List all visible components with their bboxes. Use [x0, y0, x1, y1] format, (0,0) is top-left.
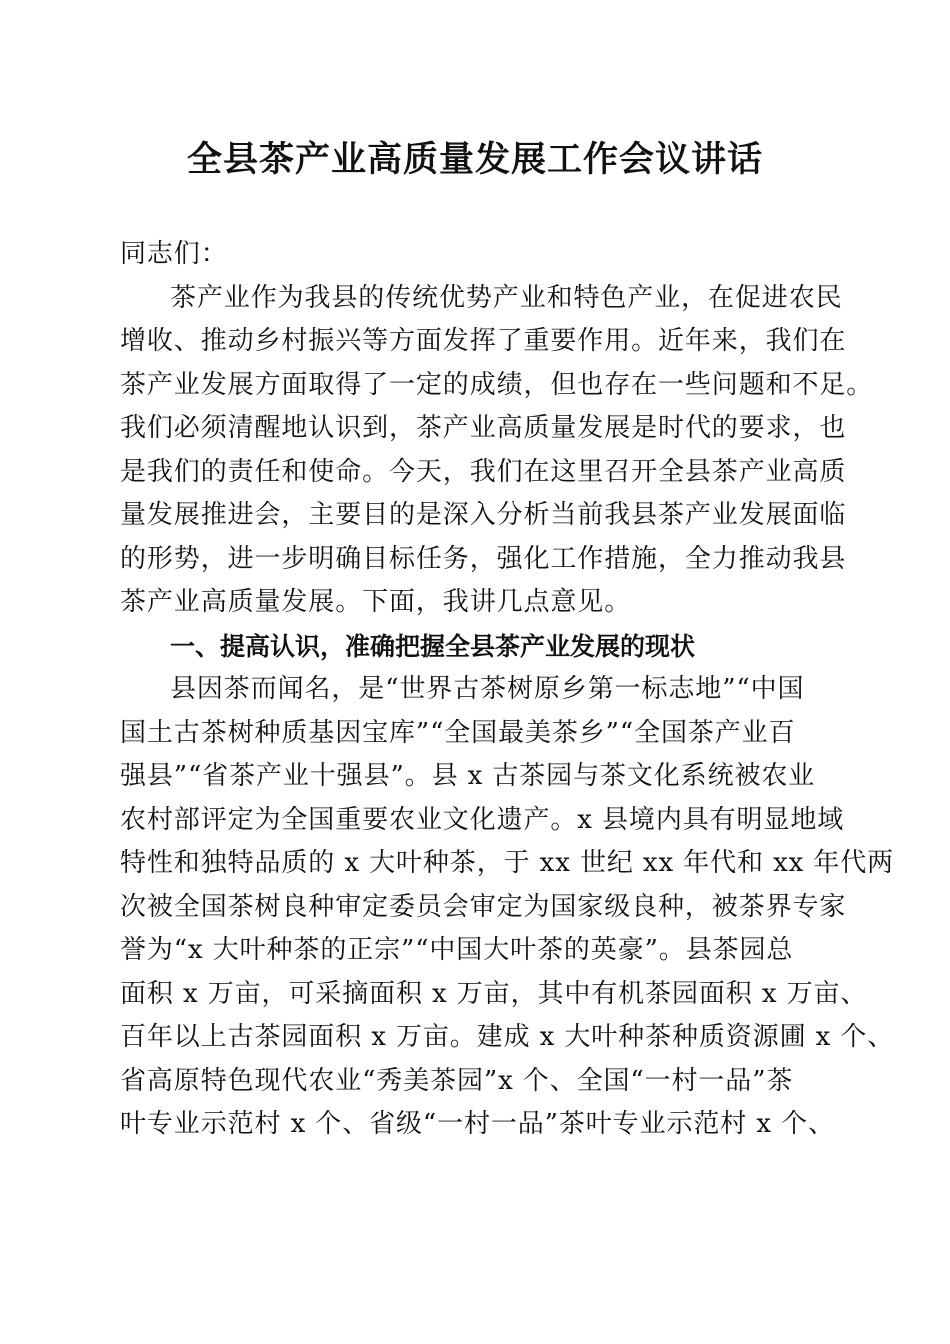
paragraph-line: 国土古茶树种质基因宝库”“全国最美茶乡”“全国茶产业百: [120, 717, 796, 748]
paragraph-line: 百年以上古茶园面积 x 万亩。建成 x 大叶种茶种质资源圃 x 个、: [120, 1022, 895, 1052]
paragraph-line: 茶产业发展方面取得了一定的成绩，但也存在一些问题和不足。: [120, 369, 874, 400]
paragraph-line: 特性和独特品质的 x 大叶种茶，于 xx 世纪 xx 年代和 xx 年代两: [120, 848, 895, 878]
paragraph-line: 县因茶而闻名，是“世界古茶树原乡第一标志地”“中国: [170, 674, 805, 704]
salutation: 同志们：: [120, 239, 228, 269]
paragraph-line: 省高原特色现代农业“秀美茶园”x 个、全国“一村一品”茶: [120, 1065, 794, 1096]
paragraph-line: 面积 x 万亩，可采摘面积 x 万亩，其中有机茶园面积 x 万亩、: [120, 978, 868, 1009]
paragraph-line: 誉为“x 大叶种茶的正宗”“中国大叶茶的英豪”。县茶园总: [120, 935, 794, 965]
section-heading: 一、提高认识，准确把握全县茶产业发展的现状: [170, 631, 696, 661]
paragraph-line: 是我们的责任和使命。今天，我们在这里召开全县茶产业高质: [120, 456, 847, 487]
document-title: 全县茶产业高质量发展工作会议讲话: [186, 139, 763, 180]
paragraph-intro: [120, 277, 874, 625]
document-body: [120, 233, 895, 1147]
paragraph-line: 茶产业高质量发展。下面，我讲几点意见。: [120, 587, 632, 617]
paragraph-line: 我们必须清醒地认识到，茶产业高质量发展是时代的要求，也: [120, 413, 847, 443]
paragraph-line: 茶产业作为我县的传统优势产业和特色产业，在促进农民: [170, 282, 843, 313]
paragraph-line: 叶专业示范村 x 个、省级“一村一品”茶叶专业示范村 x 个、: [120, 1109, 835, 1139]
paragraph-line: 次被全国茶树良种审定委员会审定为国家级良种，被茶界专家: [120, 891, 847, 922]
paragraph-status: [120, 668, 895, 1147]
paragraph-line: 强县”“省茶产业十强县”。县 x 古茶园与茶文化系统被农业: [120, 761, 816, 791]
paragraph-line: 量发展推进会，主要目的是深入分析当前我县茶产业发展面临: [120, 500, 847, 530]
paragraph-line: 的形势，进一步明确目标任务，强化工作措施，全力推动我县: [120, 543, 847, 574]
paragraph-line: 农村部评定为全国重要农业文化遗产。x 县境内具有明显地域: [120, 804, 845, 835]
paragraph-line: 增收、推动乡村振兴等方面发挥了重要作用。近年来，我们在: [120, 326, 847, 356]
